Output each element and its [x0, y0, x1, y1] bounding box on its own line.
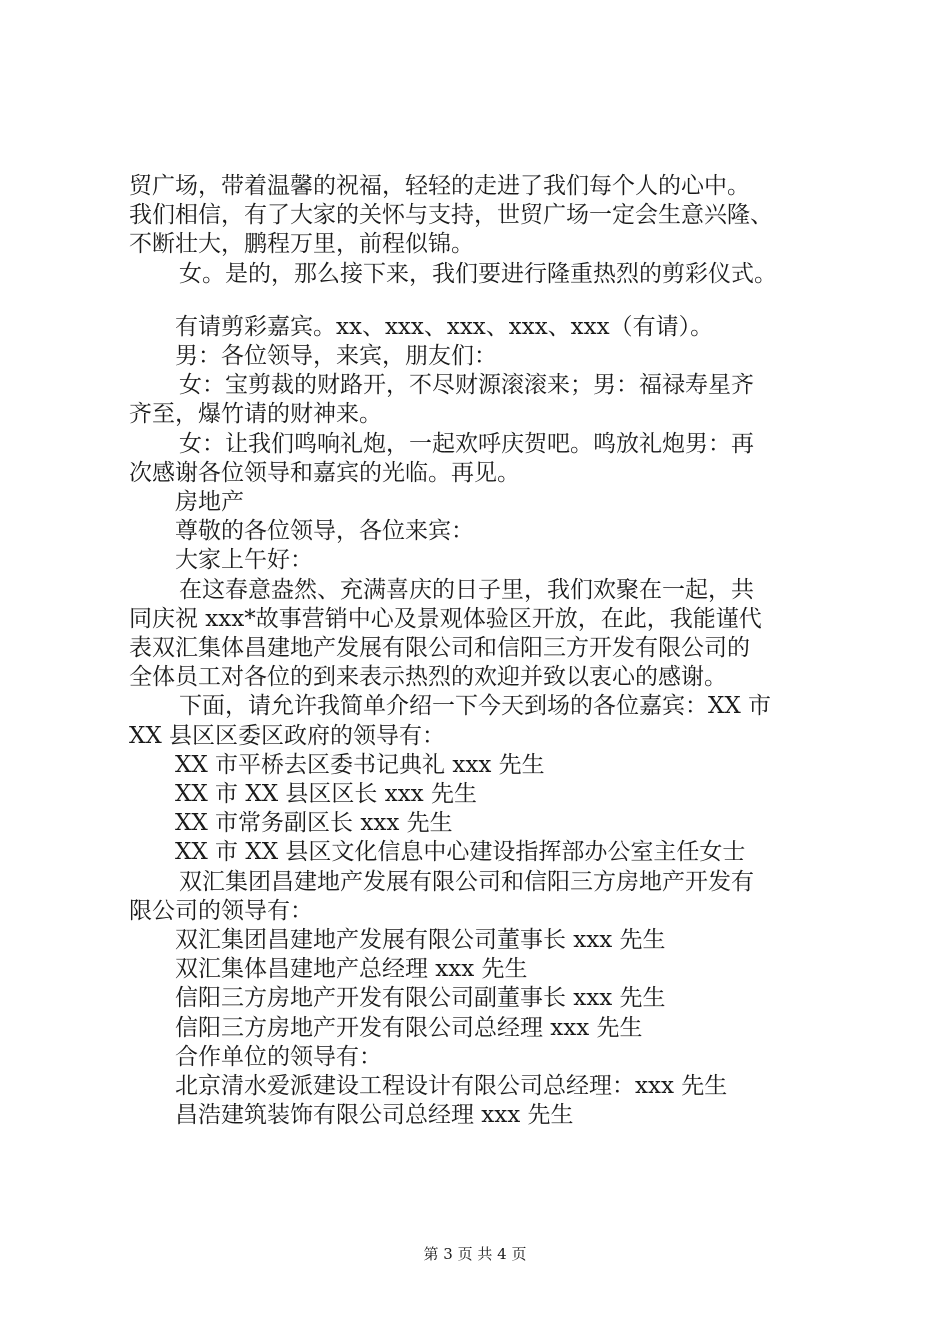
text-line: 合作单位的领导有：	[175, 1043, 382, 1070]
text-line: 我们相信，有了大家的关怀与支持，世贸广场一定会生意兴隆、	[129, 202, 773, 229]
text-line: 房地产	[175, 489, 244, 516]
paragraph-gap	[129, 289, 839, 313]
text-line: 双汇集团昌建地产发展有限公司和信阳三方房地产开发有	[179, 868, 754, 895]
text-line: 下面，请允许我简单介绍一下今天到场的各位嘉宾：XX 市	[179, 693, 772, 720]
text-line: 双汇集体昌建地产总经理 xxx 先生	[175, 956, 528, 983]
text-line: 同庆祝 xxx*故事营销中心及景观体验区开放，在此，我能谨代	[129, 605, 762, 632]
text-line: 昌浩建筑装饰有限公司总经理 xxx 先生	[175, 1102, 574, 1129]
text-line: 北京清水爱派建设工程设计有限公司总经理：xxx 先生	[175, 1073, 728, 1100]
text-line: 贸广场，带着温馨的祝福，轻轻的走进了我们每个人的心中。	[129, 173, 750, 199]
text-line: 不断壮大，鹏程万里，前程似锦。	[129, 231, 474, 258]
text-line: 女：让我们鸣响礼炮，一起欢呼庆贺吧。鸣放礼炮男：再	[179, 430, 754, 457]
text-line: 在这春意盎然、充满喜庆的日子里，我们欢聚在一起，共	[179, 576, 754, 603]
text-line: 全体员工对各位的到来表示热烈的欢迎并致以衷心的感谢。	[129, 664, 727, 691]
page-footer: 第 3 页 共 4 页	[423, 1245, 527, 1263]
text-line: 男：各位领导，来宾，朋友们：	[175, 343, 497, 370]
text-line: 有请剪彩嘉宾。xx、xxx、xxx、xxx、xxx（有请）。	[175, 313, 714, 340]
text-line: 尊敬的各位领导，各位来宾：	[175, 518, 474, 545]
text-line: 齐至，爆竹请的财神来。	[129, 401, 382, 428]
text-line: 女。是的，那么接下来，我们要进行隆重热烈的剪彩仪式。	[179, 260, 777, 287]
text-line: 表双汇集体昌建地产发展有限公司和信阳三方开发有限公司的	[129, 635, 750, 662]
text-line: XX 县区区委区政府的领导有：	[129, 722, 446, 749]
text-line: XX 市平桥去区委书记典礼 xxx 先生	[175, 751, 545, 778]
text-line: 信阳三方房地产开发有限公司副董事长 xxx 先生	[175, 985, 666, 1012]
text-line: 双汇集团昌建地产发展有限公司董事长 xxx 先生	[175, 927, 666, 954]
document-body	[129, 172, 839, 1131]
text-line: 信阳三方房地产开发有限公司总经理 xxx 先生	[175, 1014, 643, 1041]
text-line: XX 市 XX 县区文化信息中心建设指挥部办公室主任女士	[175, 839, 746, 866]
text-line: XX 市 XX 县区区长 xxx 先生	[175, 781, 477, 808]
text-line: 大家上午好：	[175, 547, 313, 574]
text-line: 次感谢各位领导和嘉宾的光临。再见。	[129, 459, 520, 486]
text-line: 女：宝剪裁的财路开，不尽财源滚滚来；男：福禄寿星齐	[179, 372, 754, 399]
text-line: 限公司的领导有：	[129, 897, 313, 924]
text-line: XX 市常务副区长 xxx 先生	[175, 810, 453, 837]
